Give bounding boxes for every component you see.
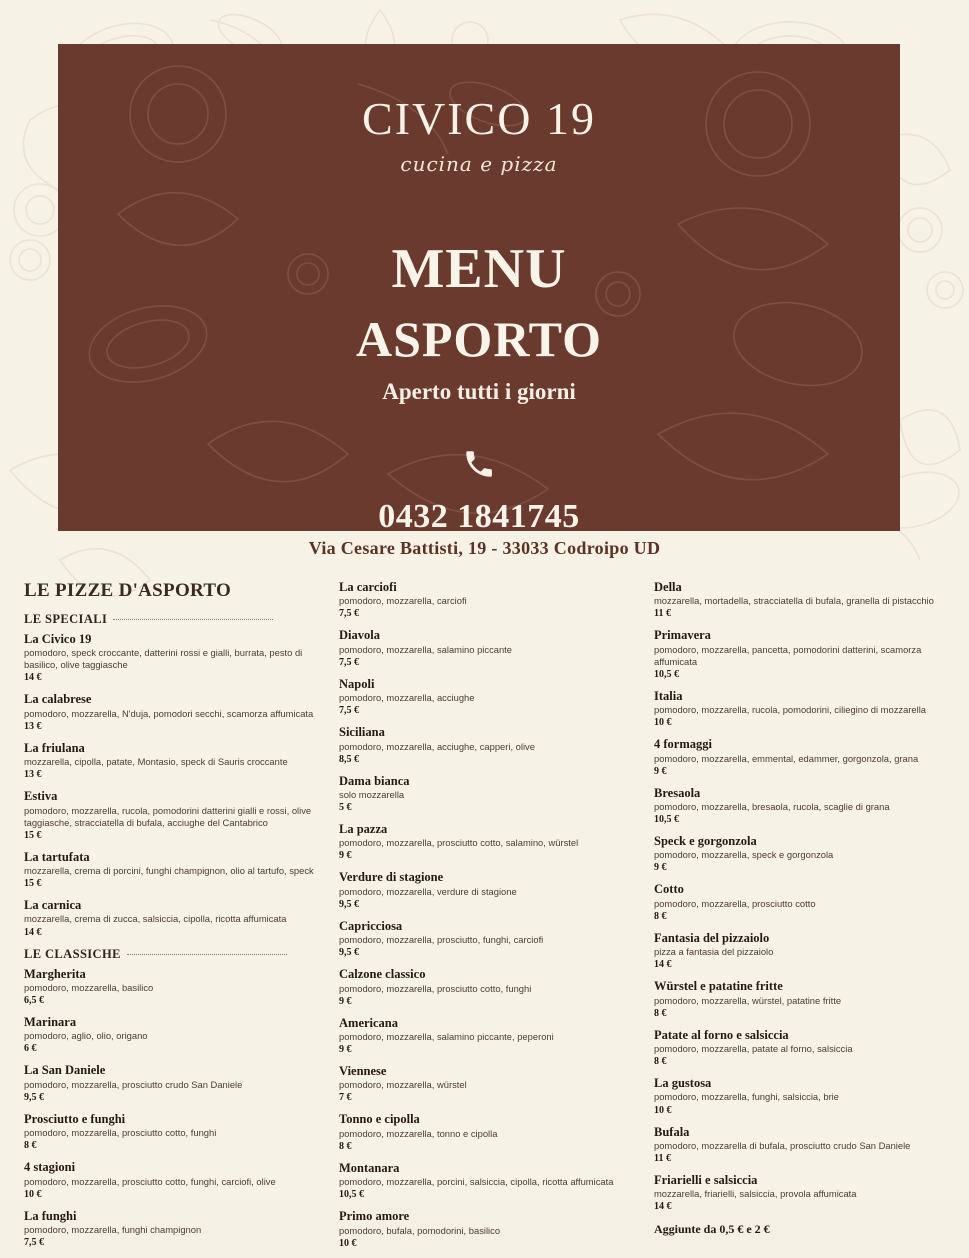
item-desc: pomodoro, mozzarella, porcini, salsiccia, cipolla, ricotta affumicata [339,1176,614,1188]
item-price: 10 € [654,717,672,729]
item-price: 7,5 € [339,705,359,717]
item-desc: pomodoro, mozzarella, N'duja, pomodori secchi, scamorza affumicata [24,707,314,719]
item-desc: pomodoro, mozzarella, rucola, pomodorini datterini gialli e rossi, olive taggiasche, stracciatella di bufala, acciughe del Cantabrico [24,804,312,828]
menu-column-3 [642,580,957,1258]
item-price: 11 € [654,608,671,620]
item-name: Capricciosa [339,918,403,933]
item-price: 11 € [654,1152,671,1164]
item-desc: pomodoro, mozzarella, basilico [24,981,154,993]
item-name: Verdure di stagione [339,870,444,885]
item-name: Siciliana [339,725,385,740]
item-desc: pomodoro, mozzarella, prosciutto cotto [654,897,816,909]
menu-item [339,774,630,813]
item-price: 10 € [339,1237,357,1249]
item-price: 7 € [339,1092,352,1104]
menu-item [654,786,945,825]
menu-item [339,725,630,764]
item-price: 14 € [654,959,672,971]
item-price: 6,5 € [24,994,44,1006]
item-price: 9,5 € [339,898,359,910]
item-price: 9 € [339,850,352,862]
menu-item [654,979,945,1018]
item-price: 8 € [339,1140,352,1152]
menu-item [339,580,630,619]
menu-item [339,1064,630,1103]
item-price: 6 € [24,1043,37,1055]
item-name: Tonno e cipolla [339,1112,420,1127]
item-desc: pomodoro, mozzarella, speck e gorgonzola [654,849,834,861]
item-desc: mozzarella, friarielli, salsiccia, provola affumicata [654,1188,857,1200]
item-name: Würstel e patatine fritte [654,979,783,994]
menu-heading: MENU [391,238,567,300]
menu-item [654,1173,945,1212]
item-price: 9,5 € [339,947,359,959]
item-price: 14 € [24,926,42,938]
item-name: Primavera [654,628,711,643]
item-name: Fantasia del pizzaiolo [654,930,770,945]
item-price: 8 € [24,1140,37,1152]
menu-item [24,632,315,683]
item-desc: pomodoro, mozzarella, prosciutto cotto, funghi, carciofi, olive [24,1175,276,1187]
menu-item [339,870,630,909]
menu-item [654,1076,945,1115]
group-title-speciali-label: LE SPECIALI [24,612,108,626]
item-price: 15 € [24,829,42,841]
item-desc: pomodoro, mozzarella, prosciutto, funghi, carciofi [339,934,544,946]
menu-item [339,822,630,861]
item-desc: pomodoro, mozzarella, prosciutto crudo San Daniele [24,1078,243,1090]
item-price: 14 € [24,672,42,684]
group-title-dots [113,612,273,620]
asporto-heading: ASPORTO [355,310,603,367]
item-name: La funghi [24,1208,77,1223]
item-name: Napoli [339,676,375,691]
item-price: 8 € [654,910,667,922]
item-name: La Civico 19 [24,632,92,646]
item-name: La gustosa [654,1076,712,1091]
menu-item [339,1209,630,1248]
item-desc: pomodoro, mozzarella, salamino piccante, peperoni [339,1031,554,1043]
item-name: Montanara [339,1160,400,1175]
extras-note: Aggiunte da 0,5 € e 2 € [654,1222,770,1237]
menu-column-2 [327,580,642,1258]
item-name: Calzone classico [339,967,426,982]
item-name: La pazza [339,822,388,837]
item-desc: pomodoro, mozzarella, emmental, edammer, gorgonzola, grana [654,752,919,764]
item-desc: mozzarella, mortadella, stracciatella di bufala, granella di pistacchio [654,595,934,607]
item-price: 10 € [654,1104,672,1116]
item-price: 10,5 € [654,814,679,826]
menu-item [339,677,630,716]
item-price: 15 € [24,878,42,890]
item-price: 13 € [24,769,42,781]
menu-item [24,1209,315,1248]
item-name: Americana [339,1015,399,1030]
item-name: Estiva [24,789,58,804]
menu-item [339,1112,630,1151]
item-desc: pomodoro, mozzarella, acciughe [339,692,475,704]
group-title-classiche [24,947,315,962]
item-desc: mozzarella, crema di porcini, funghi champignon, olio al tartufo, speck [24,865,314,877]
item-desc: mozzarella, cipolla, patate, Montasio, speck di Sauris croccante [24,756,288,768]
item-desc: pomodoro, mozzarella, tonno e cipolla [339,1127,498,1139]
item-price: 5 € [339,802,352,814]
item-name: Italia [654,688,683,703]
item-price: 9,5 € [24,1091,44,1103]
item-name: Speck e gorgonzola [654,834,757,849]
opening-line: Aperto tutti i giorni [382,379,576,405]
item-name: La carciofi [339,580,397,594]
item-name: Bresaola [654,785,701,800]
item-price: 9 € [654,862,667,874]
menu-item [24,850,315,889]
menu-item [654,1125,945,1164]
item-name: Friarielli e salsiccia [654,1172,758,1187]
item-name: Margherita [24,966,86,981]
menu-item [339,967,630,1006]
item-name: Della [654,580,682,594]
menu-item [654,580,945,619]
menu-item [654,931,945,970]
item-price: 10,5 € [654,668,679,680]
item-desc: pomodoro, mozzarella, funghi, salsiccia, brie [654,1091,839,1103]
menu-item [24,898,315,937]
item-desc: pomodoro, mozzarella, würstel, patatine fritte [654,994,842,1006]
item-name: Viennese [339,1064,387,1079]
item-desc: pomodoro, mozzarella, carciofi [339,595,467,607]
item-name: Diavola [339,628,380,643]
item-price: 8,5 € [339,753,359,765]
item-desc: solo mozzarella [339,789,405,800]
item-price: 9 € [339,1044,352,1056]
item-name: La San Daniele [24,1063,106,1078]
menu-item [654,737,945,776]
item-desc: pomodoro, mozzarella, acciughe, capperi, olive [339,740,535,752]
item-name: Primo amore [339,1209,410,1224]
item-desc: pomodoro, mozzarella, salamino piccante [339,643,513,655]
menu-item [24,967,315,1006]
menu-item [654,628,945,679]
item-desc: pomodoro, mozzarella, bresaola, rucola, scaglie di grana [654,801,890,813]
item-price: 8 € [654,1056,667,1068]
item-price: 7,5 € [339,608,359,620]
menu-item [339,1161,630,1200]
phone-number[interactable]: 0432 1841745 [378,498,580,536]
menu-item [24,741,315,780]
menu-item [654,834,945,873]
menu-item [339,628,630,667]
item-desc: pomodoro, mozzarella, würstel [339,1079,467,1091]
item-desc: pomodoro, mozzarella, funghi champignon [24,1223,202,1235]
item-name: Prosciutto e funghi [24,1111,126,1126]
item-desc: pomodoro, mozzarella, verdure di stagione [339,885,517,897]
menu-item [24,1063,315,1102]
brand-subtitle: cucina e pizza [400,152,558,176]
item-name: Patate al forno e salsiccia [654,1027,789,1042]
item-price: 13 € [24,720,42,732]
brand-title-text: CIVICO 19 [362,93,596,144]
item-name: 4 stagioni [24,1160,76,1175]
item-price: 14 € [654,1201,672,1213]
item-desc: pomodoro, bufala, pomodorini, basilico [339,1224,501,1236]
item-price: 10 € [24,1188,42,1200]
menu-item [24,1015,315,1054]
item-name: Bufala [654,1124,690,1139]
address-line: Via Cesare Battisti, 19 - 33033 Codroipo UD [308,538,661,558]
brand-title [58,93,900,144]
item-desc: pomodoro, mozzarella, prosciutto cotto, funghi [339,982,532,994]
item-price: 7,5 € [24,1236,44,1248]
item-name: 4 formaggi [654,737,712,752]
menu-item [339,1016,630,1055]
menu-column-1 [12,580,327,1258]
page-title: LE PIZZE D'ASPORTO [24,580,232,601]
item-name: Cotto [654,882,684,897]
item-desc: pomodoro, mozzarella, patate al forno, salsiccia [654,1043,853,1055]
menu-item [654,882,945,921]
item-desc: pomodoro, speck croccante, datterini rossi e gialli, burrata, pesto di basilico, olive taggiasche [24,647,303,671]
item-price: 10,5 € [339,1189,364,1201]
menu-item [24,789,315,840]
item-name: Marinara [24,1014,77,1029]
item-price: 8 € [654,1007,667,1019]
group-title-classiche-label: LE CLASSICHE [24,946,121,961]
item-price: 9 € [339,995,352,1007]
item-name: La carnica [24,898,82,913]
hero-banner [58,44,900,536]
item-desc: pomodoro, mozzarella, rucola, pomodorini, ciliegino di mozzarella [654,704,927,716]
item-desc: pomodoro, aglio, olio, origano [24,1030,148,1042]
item-desc: pomodoro, mozzarella di bufala, prosciutto crudo San Daniele [654,1139,911,1151]
menu-item [24,1160,315,1199]
item-desc: pomodoro, mozzarella, prosciutto cotto, funghi [24,1127,217,1139]
item-name: Dama bianca [339,773,410,788]
item-desc: pomodoro, mozzarella, prosciutto cotto, salamino, würstel [339,837,579,849]
item-desc: pizza a fantasia del pizzaiolo [654,946,774,958]
menu-item [654,689,945,728]
group-title-speciali [24,612,315,627]
menu-item [24,692,315,731]
item-desc: mozzarella, crema di zucca, salsiccia, cipolla, ricotta affumicata [24,913,287,925]
menu-item [654,1028,945,1067]
item-price: 7,5 € [339,656,359,668]
item-price: 9 € [654,765,667,777]
menu-item [339,919,630,958]
item-name: La calabrese [24,692,92,707]
item-name: La tartufata [24,849,90,864]
group-title-dots [127,947,287,955]
item-desc: pomodoro, mozzarella, pancetta, pomodorini datterini, scamorza affumicata [654,643,922,667]
menu-columns [0,580,969,1258]
item-name: La friulana [24,740,85,755]
menu-item [24,1112,315,1151]
phone-icon [58,447,900,486]
